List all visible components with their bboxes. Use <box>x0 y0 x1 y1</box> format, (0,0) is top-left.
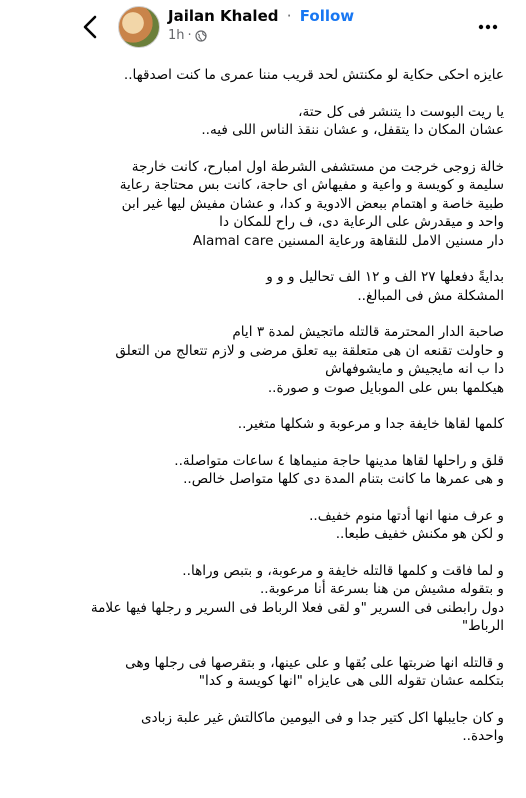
post-line: صاحبة الدار المحترمة قالتله ماتجيش لمدة ٣ ايام <box>232 324 504 340</box>
post-line: المشكلة مش فى المبالغ.. <box>357 287 504 304</box>
post-paragraph <box>30 452 504 489</box>
post-header <box>0 0 526 56</box>
post-paragraph <box>30 709 504 746</box>
follow-button[interactable]: Follow <box>299 7 355 25</box>
post-line: يا ريت البوست دا يتنشر فى كل حتة، <box>298 103 504 120</box>
post-line: واحد و ميقدرش على الرعاية دى، ف راح للمكان دا <box>219 214 504 230</box>
post-paragraph <box>30 158 504 251</box>
author-row <box>168 7 354 25</box>
post-line: الرباط" <box>461 618 504 634</box>
separator-dot: · <box>286 7 292 25</box>
post-paragraph <box>30 323 504 397</box>
post-line: و بتقوله مشيش من هنا بسرعة أنا مرعوبة.. <box>259 581 504 597</box>
post-line: و قالتله انها ضربتها على بُقها و على عينها، و بتقرصها فى رجلها وهى <box>125 654 504 671</box>
post-line: و حاولت تقنعه ان هى متعلقة بيه تعلق مرضى و لازم تتعالج من التعلق <box>115 342 504 359</box>
post-line: سليمة و كويسة و واعية و مفيهاش اى حاجة، كانت بس محتاجة رعاية <box>119 177 504 193</box>
meta-separator: · <box>187 28 192 43</box>
post-paragraph <box>30 654 504 691</box>
post-paragraph <box>30 507 504 544</box>
post-line: و هى عمرها ما كانت بتنام المدة دى كلها متواصل خالص.. <box>183 471 504 487</box>
author-name[interactable]: Jailan Khaled <box>168 7 279 25</box>
post-line: عايزه احكى حكاية لو مكنتش لحد قريب مننا عمرى ما كنت اصدقها.. <box>123 67 504 83</box>
post-paragraph <box>30 562 504 636</box>
post-line: و لكن هو مكنش خفيف طبعا.. <box>335 526 504 542</box>
post-line: دول رابطنى فى السرير "و لقى فعلا الرباط فى السرير و رجلها فيها علامة <box>90 599 504 616</box>
post-line: عشان المكان دا يتقفل، و عشان ننقذ الناس اللى فيه.. <box>201 122 504 138</box>
post-paragraph <box>30 415 504 434</box>
post-line: و عرف منها انها أدتها منوم خفيف.. <box>309 507 504 524</box>
chevron-left-icon[interactable] <box>78 14 104 40</box>
post-line: خالة زوجى خرجت من مستشفى الشرطة اول امبارح، كانت خارجة <box>131 158 504 175</box>
avatar[interactable] <box>118 6 160 48</box>
post-meta <box>168 28 207 43</box>
post-time[interactable]: 1h <box>168 28 185 43</box>
post-line: دار مسنين الامل للنقاهة ورعاية المسنين Alamal care <box>192 232 504 249</box>
post-body <box>30 66 504 764</box>
post-line: طبية خاصة و اهتمام ببعض الادوية و كدا، و عشان مفيش ليها غير ابن <box>121 195 504 212</box>
more-horizontal-icon[interactable] <box>477 16 499 38</box>
post-line: و لما فاقت و كلمها قالتله خايفة و مرعوبة، و بتبص وراها.. <box>182 562 504 579</box>
post-line: بتكلمه عشان تقوله اللى هى عايزاه "انها كويسة و كدا" <box>198 673 504 689</box>
post-line: قلق و راحلها لقاها مدينها حاجة منيماها ٤ ساعات متواصلة.. <box>174 452 504 469</box>
post-line: واحدة.. <box>462 728 504 744</box>
globe-icon <box>195 30 207 42</box>
post-line: و كان جايبلها اكل كتير جدا و فى اليومين ماكالتش غير علبة زبادى <box>140 709 504 726</box>
post-line: كلمها لقاها خايفة جدا و مرعوبة و شكلها متغير.. <box>237 416 504 432</box>
post-paragraph <box>30 268 504 305</box>
post-paragraph <box>30 66 504 85</box>
post-line: بدايةً دفعلها ٢٧ الف و ١٢ الف تحاليل و و و <box>266 269 504 285</box>
post-line: هيكلمها بس على الموبايل صوت و صورة.. <box>267 379 504 396</box>
post-paragraph <box>30 103 504 140</box>
post-line: دا ب انه مايجيش و مايشوفهاش <box>325 361 504 377</box>
